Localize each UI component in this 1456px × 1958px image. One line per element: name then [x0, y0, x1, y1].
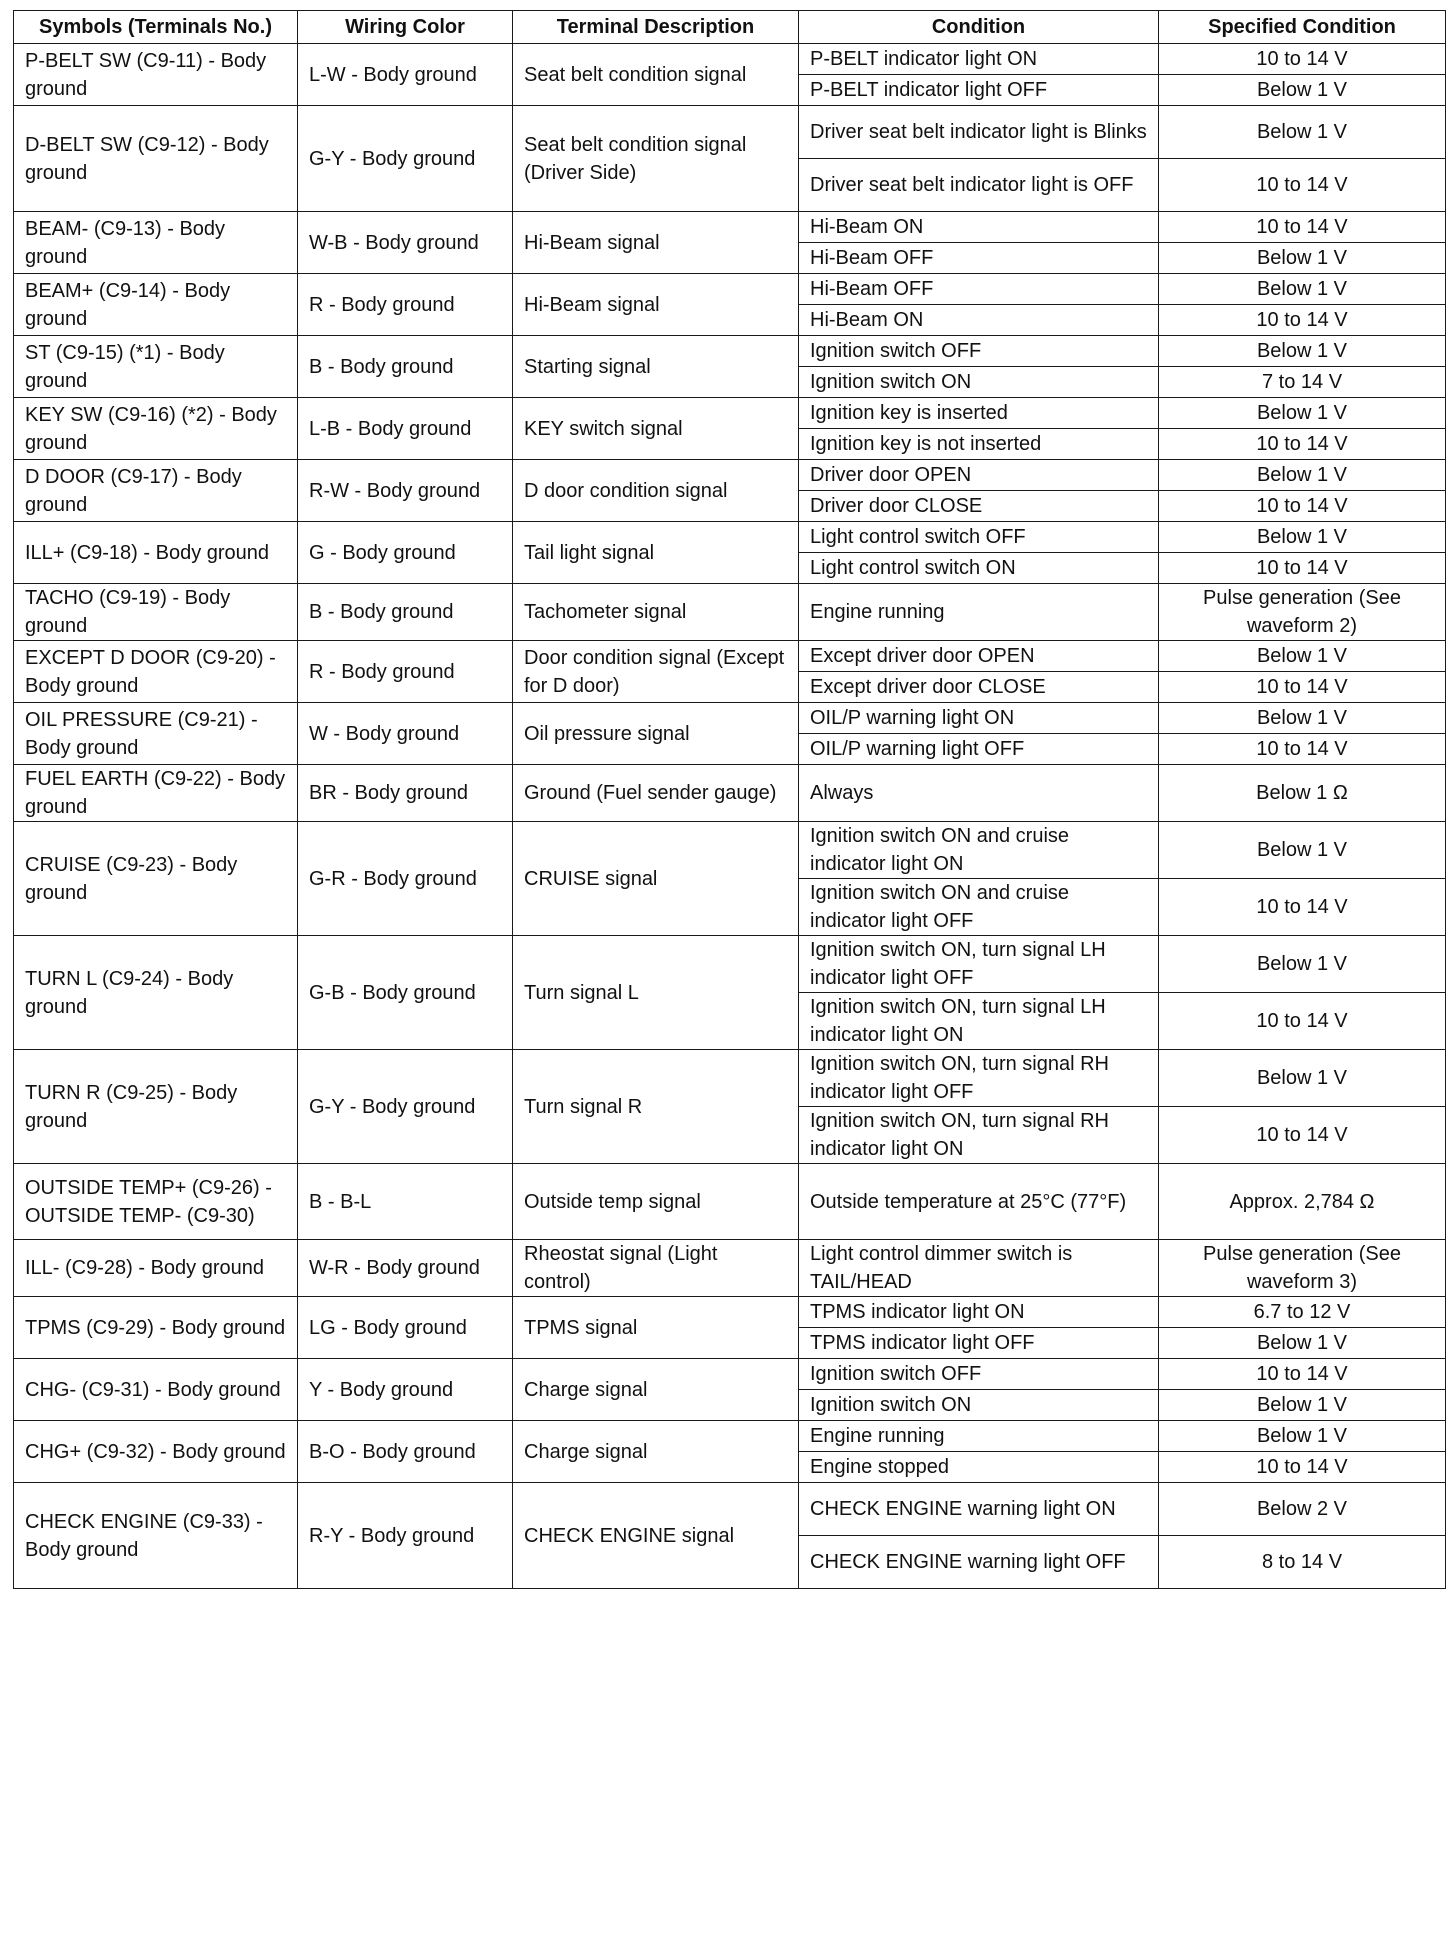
- cell-terminal-description: Oil pressure signal: [513, 703, 799, 765]
- cell-symbol: D DOOR (C9-17) - Body ground: [14, 460, 298, 522]
- cell-specified-condition: 10 to 14 V: [1159, 1107, 1446, 1164]
- cell-condition: Hi-Beam ON: [799, 212, 1159, 243]
- cell-wiring-color: B - Body ground: [298, 584, 513, 641]
- cell-terminal-description: Turn signal L: [513, 936, 799, 1050]
- cell-wiring-color: L-W - Body ground: [298, 44, 513, 106]
- cell-terminal-description: Outside temp signal: [513, 1164, 799, 1240]
- table-body: [14, 44, 1446, 1589]
- cell-wiring-color: R - Body ground: [298, 274, 513, 336]
- cell-specified-condition: 10 to 14 V: [1159, 1359, 1446, 1390]
- cell-terminal-description: KEY switch signal: [513, 398, 799, 460]
- table-row: [14, 1240, 1446, 1297]
- cell-specified-condition: 10 to 14 V: [1159, 734, 1446, 765]
- cell-terminal-description: Charge signal: [513, 1359, 799, 1421]
- cell-condition: Hi-Beam ON: [799, 305, 1159, 336]
- cell-terminal-description: Rheostat signal (Light control): [513, 1240, 799, 1297]
- cell-specified-condition: 10 to 14 V: [1159, 491, 1446, 522]
- cell-wiring-color: B - B-L: [298, 1164, 513, 1240]
- terminal-table-sheet: [13, 10, 1445, 1589]
- header-symbols: Symbols (Terminals No.): [14, 11, 298, 44]
- table-row: [14, 584, 1446, 641]
- cell-condition: Ignition key is not inserted: [799, 429, 1159, 460]
- cell-specified-condition: Below 1 V: [1159, 522, 1446, 553]
- cell-condition: Ignition switch ON: [799, 367, 1159, 398]
- cell-specified-condition: Below 1 V: [1159, 1421, 1446, 1452]
- table-row: [14, 106, 1446, 159]
- cell-terminal-description: TPMS signal: [513, 1297, 799, 1359]
- cell-terminal-description: Seat belt condition signal: [513, 44, 799, 106]
- cell-specified-condition: 10 to 14 V: [1159, 429, 1446, 460]
- cell-symbol: ILL+ (C9-18) - Body ground: [14, 522, 298, 584]
- cell-condition: Light control dimmer switch is TAIL/HEAD: [799, 1240, 1159, 1297]
- cell-specified-condition: Below 2 V: [1159, 1483, 1446, 1536]
- cell-condition: Outside temperature at 25°C (77°F): [799, 1164, 1159, 1240]
- cell-specified-condition: Below 1 V: [1159, 336, 1446, 367]
- cell-condition: CHECK ENGINE warning light ON: [799, 1483, 1159, 1536]
- cell-specified-condition: 7 to 14 V: [1159, 367, 1446, 398]
- cell-specified-condition: 10 to 14 V: [1159, 993, 1446, 1050]
- table-row: [14, 336, 1446, 367]
- table-row: [14, 1050, 1446, 1107]
- cell-wiring-color: G-B - Body ground: [298, 936, 513, 1050]
- cell-condition: OIL/P warning light ON: [799, 703, 1159, 734]
- cell-specified-condition: Below 1 V: [1159, 460, 1446, 491]
- table-row: [14, 936, 1446, 993]
- cell-condition: Ignition switch ON, turn signal RH indicator light OFF: [799, 1050, 1159, 1107]
- cell-wiring-color: R-W - Body ground: [298, 460, 513, 522]
- table-row: [14, 765, 1446, 822]
- cell-condition: Ignition switch ON and cruise indicator light ON: [799, 822, 1159, 879]
- cell-specified-condition: 10 to 14 V: [1159, 44, 1446, 75]
- cell-condition: Hi-Beam OFF: [799, 274, 1159, 305]
- cell-specified-condition: Approx. 2,784 Ω: [1159, 1164, 1446, 1240]
- cell-terminal-description: Door condition signal (Except for D door): [513, 641, 799, 703]
- table-row: [14, 1421, 1446, 1452]
- cell-symbol: TURN L (C9-24) - Body ground: [14, 936, 298, 1050]
- cell-wiring-color: B-O - Body ground: [298, 1421, 513, 1483]
- cell-condition: Engine stopped: [799, 1452, 1159, 1483]
- cell-wiring-color: G-Y - Body ground: [298, 106, 513, 212]
- cell-condition: Ignition switch ON: [799, 1390, 1159, 1421]
- cell-specified-condition: Below 1 V: [1159, 1390, 1446, 1421]
- cell-condition: P-BELT indicator light OFF: [799, 75, 1159, 106]
- table-row: [14, 641, 1446, 672]
- cell-specified-condition: Below 1 V: [1159, 641, 1446, 672]
- cell-condition: Driver seat belt indicator light is OFF: [799, 159, 1159, 212]
- cell-condition: Ignition switch ON, turn signal LH indicator light ON: [799, 993, 1159, 1050]
- cell-condition: Light control switch OFF: [799, 522, 1159, 553]
- cell-terminal-description: CRUISE signal: [513, 822, 799, 936]
- cell-wiring-color: LG - Body ground: [298, 1297, 513, 1359]
- cell-specified-condition: Pulse generation (See waveform 2): [1159, 584, 1446, 641]
- cell-wiring-color: W-R - Body ground: [298, 1240, 513, 1297]
- cell-condition: Ignition switch ON, turn signal RH indicator light ON: [799, 1107, 1159, 1164]
- cell-specified-condition: Below 1 V: [1159, 274, 1446, 305]
- cell-specified-condition: 10 to 14 V: [1159, 212, 1446, 243]
- cell-specified-condition: Below 1 V: [1159, 75, 1446, 106]
- cell-wiring-color: R - Body ground: [298, 641, 513, 703]
- cell-symbol: P-BELT SW (C9-11) - Body ground: [14, 44, 298, 106]
- table-row: [14, 822, 1446, 879]
- table-row: [14, 44, 1446, 75]
- cell-symbol: KEY SW (C9-16) (*2) - Body ground: [14, 398, 298, 460]
- cell-specified-condition: Below 1 V: [1159, 398, 1446, 429]
- cell-symbol: BEAM- (C9-13) - Body ground: [14, 212, 298, 274]
- cell-symbol: ILL- (C9-28) - Body ground: [14, 1240, 298, 1297]
- cell-condition: P-BELT indicator light ON: [799, 44, 1159, 75]
- cell-terminal-description: Ground (Fuel sender gauge): [513, 765, 799, 822]
- cell-terminal-description: Tachometer signal: [513, 584, 799, 641]
- cell-specified-condition: 10 to 14 V: [1159, 1452, 1446, 1483]
- header-wiring-color: Wiring Color: [298, 11, 513, 44]
- cell-specified-condition: Below 1 V: [1159, 703, 1446, 734]
- cell-specified-condition: Below 1 V: [1159, 106, 1446, 159]
- cell-condition: TPMS indicator light OFF: [799, 1328, 1159, 1359]
- cell-specified-condition: Below 1 Ω: [1159, 765, 1446, 822]
- table-row: [14, 1164, 1446, 1240]
- cell-terminal-description: Charge signal: [513, 1421, 799, 1483]
- cell-symbol: CHECK ENGINE (C9-33) - Body ground: [14, 1483, 298, 1589]
- cell-specified-condition: Below 1 V: [1159, 243, 1446, 274]
- table-row: [14, 274, 1446, 305]
- cell-condition: Driver seat belt indicator light is Blinks: [799, 106, 1159, 159]
- cell-wiring-color: B - Body ground: [298, 336, 513, 398]
- cell-symbol: ST (C9-15) (*1) - Body ground: [14, 336, 298, 398]
- table-row: [14, 212, 1446, 243]
- cell-specified-condition: 10 to 14 V: [1159, 305, 1446, 336]
- cell-symbol: TACHO (C9-19) - Body ground: [14, 584, 298, 641]
- cell-symbol: FUEL EARTH (C9-22) - Body ground: [14, 765, 298, 822]
- cell-condition: Always: [799, 765, 1159, 822]
- table-header-row: [14, 11, 1446, 44]
- cell-specified-condition: Below 1 V: [1159, 822, 1446, 879]
- header-terminal-description: Terminal Description: [513, 11, 799, 44]
- cell-terminal-description: Starting signal: [513, 336, 799, 398]
- cell-condition: TPMS indicator light ON: [799, 1297, 1159, 1328]
- table-row: [14, 398, 1446, 429]
- cell-specified-condition: Below 1 V: [1159, 1328, 1446, 1359]
- cell-condition: Engine running: [799, 584, 1159, 641]
- cell-specified-condition: 10 to 14 V: [1159, 159, 1446, 212]
- cell-condition: Except driver door CLOSE: [799, 672, 1159, 703]
- table-row: [14, 1483, 1446, 1536]
- table-row: [14, 522, 1446, 553]
- cell-wiring-color: BR - Body ground: [298, 765, 513, 822]
- cell-terminal-description: D door condition signal: [513, 460, 799, 522]
- cell-condition: Driver door CLOSE: [799, 491, 1159, 522]
- cell-symbol: BEAM+ (C9-14) - Body ground: [14, 274, 298, 336]
- cell-symbol: OIL PRESSURE (C9-21) - Body ground: [14, 703, 298, 765]
- cell-specified-condition: Pulse generation (See waveform 3): [1159, 1240, 1446, 1297]
- cell-specified-condition: Below 1 V: [1159, 936, 1446, 993]
- cell-condition: Except driver door OPEN: [799, 641, 1159, 672]
- cell-wiring-color: W-B - Body ground: [298, 212, 513, 274]
- cell-condition: Ignition switch ON and cruise indicator light OFF: [799, 879, 1159, 936]
- table-row: [14, 1297, 1446, 1328]
- cell-wiring-color: G-Y - Body ground: [298, 1050, 513, 1164]
- cell-specified-condition: 6.7 to 12 V: [1159, 1297, 1446, 1328]
- cell-terminal-description: Turn signal R: [513, 1050, 799, 1164]
- cell-condition: Ignition switch OFF: [799, 1359, 1159, 1390]
- cell-symbol: D-BELT SW (C9-12) - Body ground: [14, 106, 298, 212]
- cell-wiring-color: R-Y - Body ground: [298, 1483, 513, 1589]
- cell-symbol: TURN R (C9-25) - Body ground: [14, 1050, 298, 1164]
- cell-wiring-color: L-B - Body ground: [298, 398, 513, 460]
- terminal-specification-table: [13, 10, 1446, 1589]
- header-specified-condition: Specified Condition: [1159, 11, 1446, 44]
- cell-condition: Ignition switch ON, turn signal LH indicator light OFF: [799, 936, 1159, 993]
- cell-wiring-color: G - Body ground: [298, 522, 513, 584]
- cell-wiring-color: Y - Body ground: [298, 1359, 513, 1421]
- cell-specified-condition: Below 1 V: [1159, 1050, 1446, 1107]
- cell-wiring-color: W - Body ground: [298, 703, 513, 765]
- cell-condition: Driver door OPEN: [799, 460, 1159, 491]
- cell-condition: OIL/P warning light OFF: [799, 734, 1159, 765]
- cell-terminal-description: CHECK ENGINE signal: [513, 1483, 799, 1589]
- cell-specified-condition: 10 to 14 V: [1159, 879, 1446, 936]
- cell-symbol: CRUISE (C9-23) - Body ground: [14, 822, 298, 936]
- cell-symbol: OUTSIDE TEMP+ (C9-26) - OUTSIDE TEMP- (C9-30): [14, 1164, 298, 1240]
- table-row: [14, 460, 1446, 491]
- header-condition: Condition: [799, 11, 1159, 44]
- cell-condition: CHECK ENGINE warning light OFF: [799, 1536, 1159, 1589]
- cell-condition: Ignition switch OFF: [799, 336, 1159, 367]
- cell-terminal-description: Tail light signal: [513, 522, 799, 584]
- cell-symbol: EXCEPT D DOOR (C9-20) - Body ground: [14, 641, 298, 703]
- cell-terminal-description: Hi-Beam signal: [513, 274, 799, 336]
- cell-specified-condition: 8 to 14 V: [1159, 1536, 1446, 1589]
- cell-wiring-color: G-R - Body ground: [298, 822, 513, 936]
- cell-condition: Ignition key is inserted: [799, 398, 1159, 429]
- table-row: [14, 1359, 1446, 1390]
- cell-symbol: TPMS (C9-29) - Body ground: [14, 1297, 298, 1359]
- cell-condition: Hi-Beam OFF: [799, 243, 1159, 274]
- table-row: [14, 703, 1446, 734]
- cell-condition: Light control switch ON: [799, 553, 1159, 584]
- cell-specified-condition: 10 to 14 V: [1159, 553, 1446, 584]
- cell-terminal-description: Hi-Beam signal: [513, 212, 799, 274]
- cell-symbol: CHG+ (C9-32) - Body ground: [14, 1421, 298, 1483]
- cell-condition: Engine running: [799, 1421, 1159, 1452]
- cell-symbol: CHG- (C9-31) - Body ground: [14, 1359, 298, 1421]
- cell-specified-condition: 10 to 14 V: [1159, 672, 1446, 703]
- cell-terminal-description: Seat belt condition signal (Driver Side): [513, 106, 799, 212]
